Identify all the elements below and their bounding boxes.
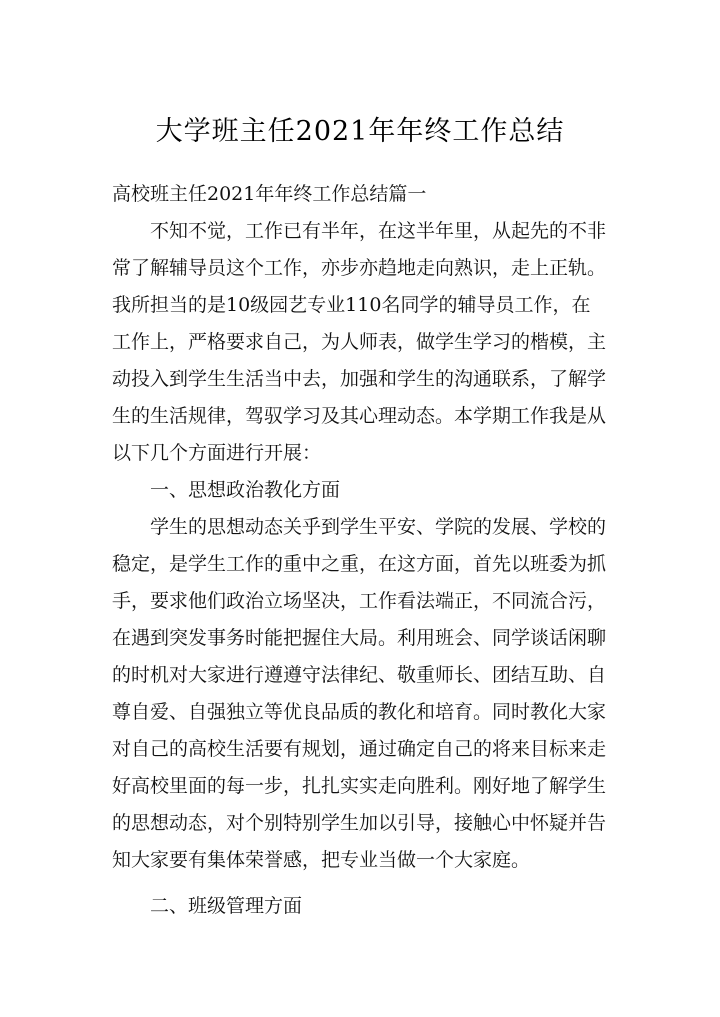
paragraph-line: 稳定，是学生工作的重中之重，在这方面，首先以班委为抓 [112,553,607,575]
section-subtitle: 高校班主任2021年年终工作总结篇一 [112,183,427,205]
paragraph-line: 动投入到学生生活当中去，加强和学生的沟通联系，了解学 [112,368,607,390]
paragraph-line: 以下几个方面进行开展： [112,442,322,464]
paragraph-line: 好高校里面的每一步，扎扎实实走向胜利。刚好地了解学生 [112,775,607,797]
paragraph-line: 学生的思想动态关乎到学生平安、学院的发展、学校的 [150,516,607,538]
paragraph-line: 在遇到突发事务时能把握住大局。利用班会、同学谈话闲聊 [112,627,607,649]
paragraph-line: 的思想动态，对个别特别学生加以引导，接触心中怀疑并告 [112,812,607,834]
paragraph-line: 不知不觉，工作已有半年，在这半年里，从起先的不非 [150,220,607,242]
section-heading: 一、思想政治教化方面 [150,479,341,501]
paragraph-line: 常了解辅导员这个工作，亦步亦趋地走向熟识，走上正轨。 [112,257,607,279]
paragraph-line: 对自己的高校生活要有规划，通过确定自己的将来目标来走 [112,738,607,760]
paragraph-line: 我所担当的是10级园艺专业110名同学的辅导员工作，在 [112,294,591,316]
section-heading: 二、班级管理方面 [150,895,303,917]
paragraph-line: 手，要求他们政治立场坚决，工作看法端正，不同流合污， [112,590,607,612]
paragraph-line: 生的生活规律，驾驭学习及其心理动态。本学期工作我是从 [112,405,607,427]
paragraph-line: 知大家要有集体荣誉感，把专业当做一个大家庭。 [112,849,531,871]
paragraph-line: 的时机对大家进行遵遵守法律纪、敬重师长、团结互助、自 [112,664,607,686]
paragraph-line: 尊自爱、自强独立等优良品质的教化和培育。同时教化大家 [112,701,607,723]
paragraph-line: 工作上，严格要求自己，为人师表，做学生学习的楷模，主 [112,331,607,353]
document-title: 大学班主任2021年年终工作总结 [155,116,565,147]
